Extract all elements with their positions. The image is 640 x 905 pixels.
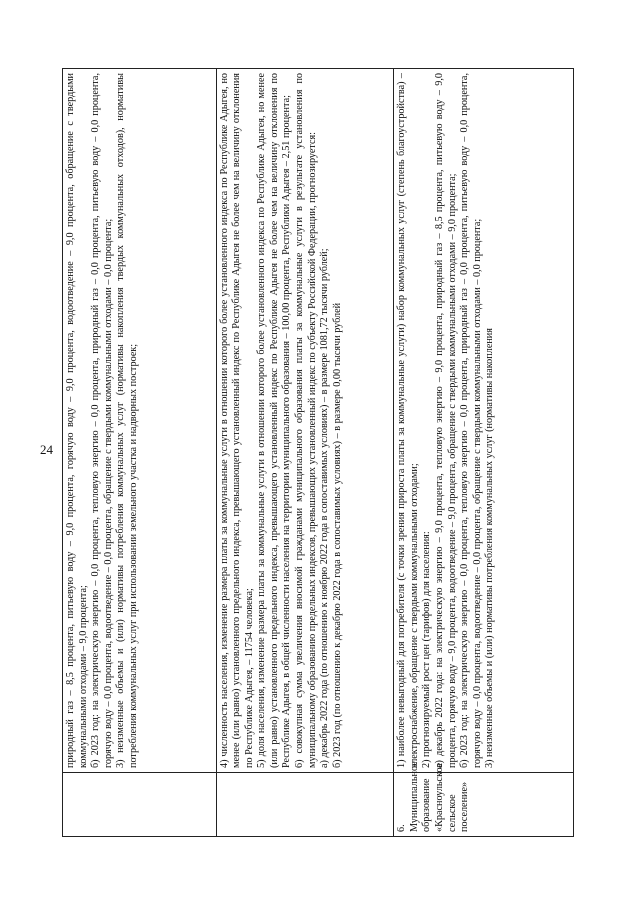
paragraph: 3) неизменные объемы и (или) нормативы потребления коммунальных услуг (нормативы накопления твердых коммунальных отходов), нормативы потребления коммунальных услуг при использовании земельного участка и надворных построек; <box>115 73 139 768</box>
paragraph: б) 2023 год: на электрическую энергию – 0,0 процента, тепловую энергию – 0,0 процента, природный газ – 0,0 процента, питьевую воду – 0,0 процента, горячую воду – 0,0 процента, водоотведение – 0,0 процента, обращение с твердыми коммунальными отходами – 0,0 процента; <box>459 73 483 768</box>
content-cell <box>63 69 217 773</box>
paragraph: 3) неизменные объемы и (или) нормативы потребления коммунальных услуг (нормативы накопления <box>484 328 496 768</box>
content-cell <box>216 69 394 773</box>
paragraph: б) 2023 год: на электрическую энергию – 0,0 процента, тепловую энергию – 0,0 процента, природный газ – 0,0 процента, питьевую воду – 0,0 процента, горячую воду – 0,0 процента, водоотведение – 0,0 процента, обращение с твердыми коммунальными отходами – 0,0 процента; <box>90 73 114 768</box>
paragraph: 5) доля населения, изменение размера платы за коммунальные услуги в отношении которого более установленного индекса по Республике Адыгея, но менее (или равно) установленного предельного индекса, превышающего установленный индекс по Республике Адыгея не более чем на величину отклонения по Республике Адыгея, в общей численности населения на территории муниципального образования – 100,00 процента, Республики Адыгея – 2,51 процента; <box>256 73 293 768</box>
paragraph: 1) наиболее невыгодный для потребителя (с точки зрения прироста платы за коммунальные услуги) набор коммунальных услуг (степень благоустройства) – электроснабжение, обращение с твердыми коммунальными отходами; <box>396 73 420 768</box>
table-row <box>63 69 217 837</box>
page-number: 24 <box>40 442 53 457</box>
table-row <box>216 69 394 837</box>
paragraph: 4) численность населения, изменение размера платы за коммунальные услуги в отношении которого более установленного индекса по Республике Адыгея, но менее (или равно) установленного предельного индекса, превышающего установленный индекс по Республике Адыгея не более чем на величину отклонения по Республике Адыгея, – 11754 человека; <box>218 73 255 768</box>
paragraph: 6) совокупная сумма увеличения вносимой гражданами муниципального образования платы за коммунальные услуги в результате установления по муниципальному образованию предельных индексов, превышающих установленный индекс по субъекту Российской Федерации, прогнозируется: <box>294 73 318 768</box>
table-row <box>394 69 574 837</box>
paragraph: а) декабрь 2022 года: на электрическую энергию – 9,0 процента, тепловую энергию – 9,0 процента, природный газ – 8,5 процента, питьевую воду – 9,0 процента, горячую воду – 9,0 процента, водоотведение – 9,0 процента, обращение с твердыми коммунальными отходами – 9,0 процента; <box>434 73 458 768</box>
paragraph: б) 2023 год (по отношению к декабрю 2022 года в сопоставимых условиях) – в размере 0,00 тысячи рублей <box>331 302 343 768</box>
municipality-cell <box>216 773 394 837</box>
content-cell <box>394 69 574 773</box>
municipality-cell: 6. Муниципальное образование «Красноульское сельское поселение» <box>394 773 574 837</box>
paragraph: природный газ – 8,5 процента, питьевую воду – 9,0 процента, горячую воду – 9,0 процента, водоотведение – 9,0 процента, обращение с твердыми коммунальными отходами – 9,0 процента; <box>65 73 89 768</box>
municipality-cell <box>63 773 217 837</box>
paragraph: а) декабрь 2022 года (по отношению к ноябрю 2022 года в сопоставимых условиях) – в размере 1081,72 тысячи рублей; <box>319 248 331 768</box>
paragraph: 2) прогнозируемый рост цен (тарифов) для населения: <box>421 531 433 768</box>
rotated-page-content <box>62 68 574 837</box>
document-table <box>62 68 574 837</box>
